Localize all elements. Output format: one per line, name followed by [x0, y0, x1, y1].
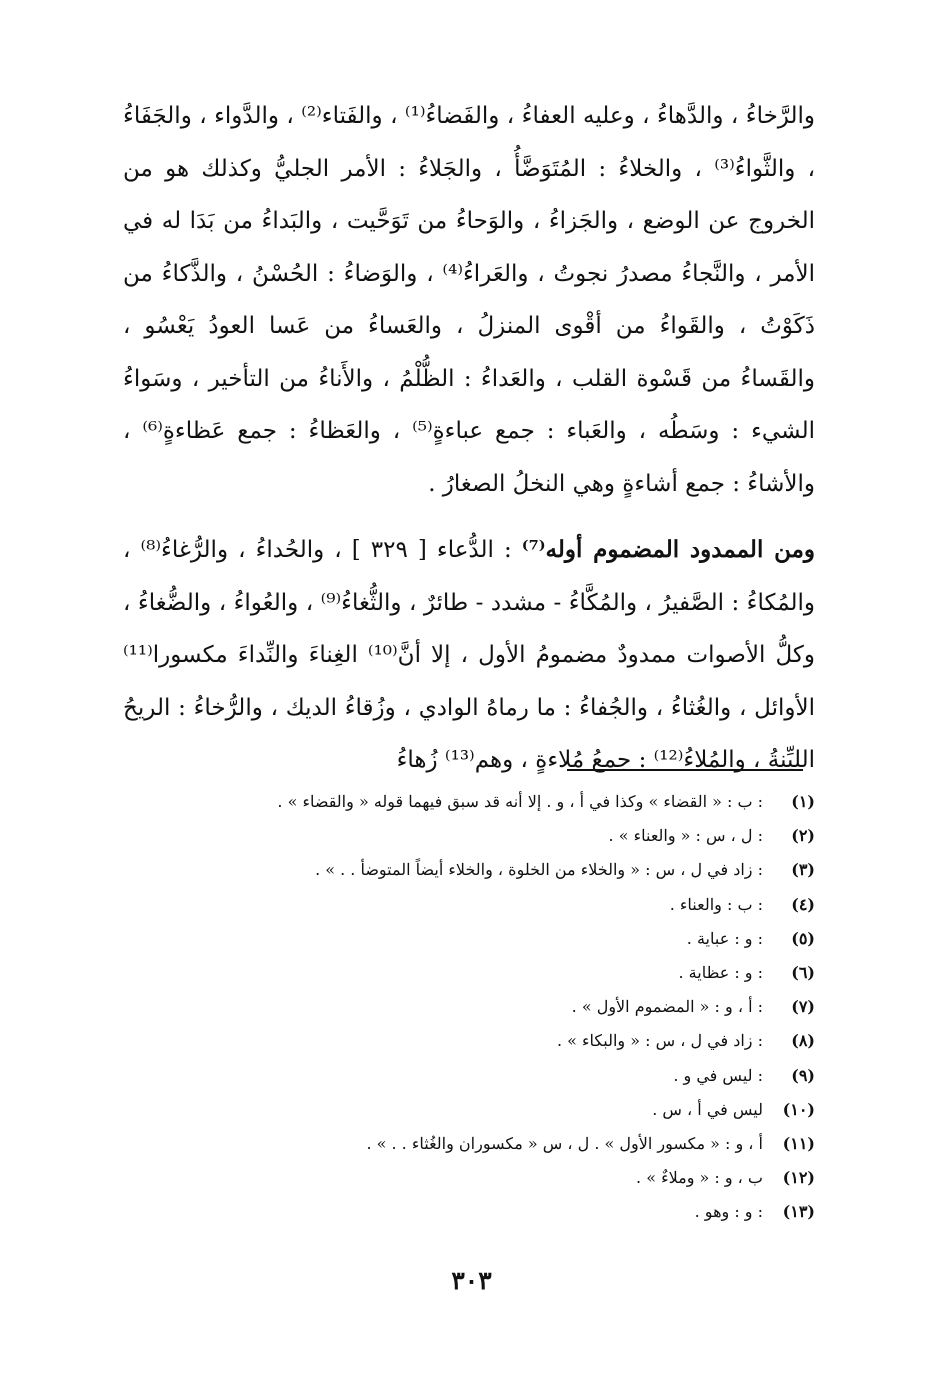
- footnote-text: : ب : « القضاء » وكذا في أ ، و . إلا أنه قد سبق فيهما قوله « والقضاء » .: [277, 792, 763, 811]
- footnote-number: (١٠): [782, 1099, 815, 1119]
- footnote-text: ليس في أ ، س .: [652, 1099, 763, 1119]
- footnote-text: : ب : والعناء .: [669, 894, 763, 914]
- footnote-text: : ليس في و .: [673, 1065, 763, 1085]
- main-text: [123, 90, 815, 787]
- paragraph-2-text: : الدُّعاء [ ٣٢٩ ] ، والحُداءُ ، والرُّغاءُ⁽⁸⁾ ، والمُكاءُ : الصَّفيرُ ، والمُكَّاءُ - مشدد - طائرٌ ، والثُّغاءُ⁽⁹⁾ ، والعُواءُ ، والضُّغاءُ ، وكلُّ الأصوات ممدودٌ مضمومُ الأول ، إلا أنَّ⁽¹⁰⁾ الغِناءَ والنِّداءَ مكسورا⁽¹¹⁾ الأوائل ، والغُثاءُ ، والجُفاءُ : ما رماهُ الوادي ، وزُقاءُ الديك ، والرُّخاءُ : الريحُ الليِّنةُ ، والمُلاءُ⁽¹²⁾ : جمعُ مُلاءةٍ ، وهم⁽¹³⁾ زُهاءُ: [123, 537, 815, 773]
- footnote-text: أ ، و : « مكسور الأول » . ل ، س « مكسوران والغُثاء . . » .: [366, 1133, 763, 1153]
- footnote-number: (١٢): [782, 1168, 815, 1188]
- footnote: [123, 929, 815, 963]
- footnote-number: (١٣): [782, 1202, 815, 1222]
- footnote-text: ب ، و : « وملاءٌ » .: [636, 1168, 763, 1188]
- footnote: [123, 1168, 815, 1202]
- page-number: ٣٠٣: [451, 1266, 492, 1295]
- footnote-text: : زاد في ل ، س : « والخلاء من الخلوة ، والخلاء أيضاً المتوضأ . . » .: [315, 860, 763, 880]
- footnote-number: (٤): [791, 894, 815, 914]
- footnote-text: : زاد في ل ، س : « والبكاء » .: [556, 1031, 763, 1051]
- footnote-number: (٣): [791, 860, 815, 880]
- footnote-number: (٩): [791, 1065, 815, 1085]
- footnote: [123, 963, 815, 997]
- paragraph-1: والرَّخاءُ ، والدَّهاءُ ، وعليه العفاءُ ، والفَضاءُ⁽¹⁾ ، والفَتاء⁽²⁾ ، والدَّواء ، والجَفَاءُ ، والثَّواءُ⁽³⁾ ، والخلاءُ : المُتَوَضَّأُ ، والجَلاءُ : الأمر الجليُّ وكذلك هو من الخروج عن الوضع ، والجَزاءُ ، والوَحاءُ من تَوَحَّيت ، والبَداءُ من بَدَا له في الأمر ، والنَّجاءُ مصدرُ نجوتُ ، والعَراءُ⁽⁴⁾ ، والوَضاءُ : الحُسْنُ ، والذَّكاءُ من ذَكَوْتُ ، والقَواءُ من أقْوى المنزلُ ، والعَساءُ من عَسا العودُ يَعْسُو ، والقَساءُ من قَسْوة القلب ، والعَداءُ : الظُّلْمُ ، والأَناءُ من التأخير ، وسَواءُ الشيء : وسَطُه ، والعَباء : جمع عباءةٍ⁽⁵⁾ ، والعَظاءُ : جمع عَظاءةٍ⁽⁶⁾ ، والأشاءُ : جمع أشاءةٍ وهي النخلُ الصغارُ .: [123, 103, 816, 497]
- footnotes: [123, 792, 815, 1236]
- footnote: [123, 997, 815, 1031]
- footnote-text: : و : عباية .: [686, 928, 763, 948]
- footnote-number: (٦): [791, 962, 815, 982]
- footnote: [123, 1066, 815, 1100]
- footnote-number: (٢): [791, 826, 815, 846]
- footnote: [123, 826, 815, 860]
- footnote: [123, 1100, 815, 1134]
- paragraph-2-heading: ومن الممدود المضموم أوله⁽⁷⁾: [521, 536, 816, 563]
- footnote-text: : و : عظاية .: [678, 962, 763, 982]
- footnote-text: : و : وهو .: [694, 1202, 763, 1222]
- footnote-number: (٥): [791, 928, 815, 948]
- footnote-number: (٨): [791, 1031, 815, 1051]
- footnote: [123, 860, 815, 894]
- footnote-number: (١): [791, 792, 815, 811]
- footnote: [123, 1134, 815, 1168]
- footnote: [123, 1031, 815, 1065]
- footnote-number: (١١): [782, 1133, 815, 1153]
- footnote-text: : أ ، و : « المضموم الأول » .: [571, 997, 763, 1017]
- footnote-number: (٧): [791, 997, 815, 1017]
- paragraph-2: [123, 524, 815, 787]
- footnote-divider: [567, 769, 803, 771]
- footnote-text: : ل ، س : « والعناء » .: [608, 826, 763, 846]
- footnote: [123, 792, 815, 826]
- footnote: [123, 895, 815, 929]
- footnote: [123, 1202, 815, 1236]
